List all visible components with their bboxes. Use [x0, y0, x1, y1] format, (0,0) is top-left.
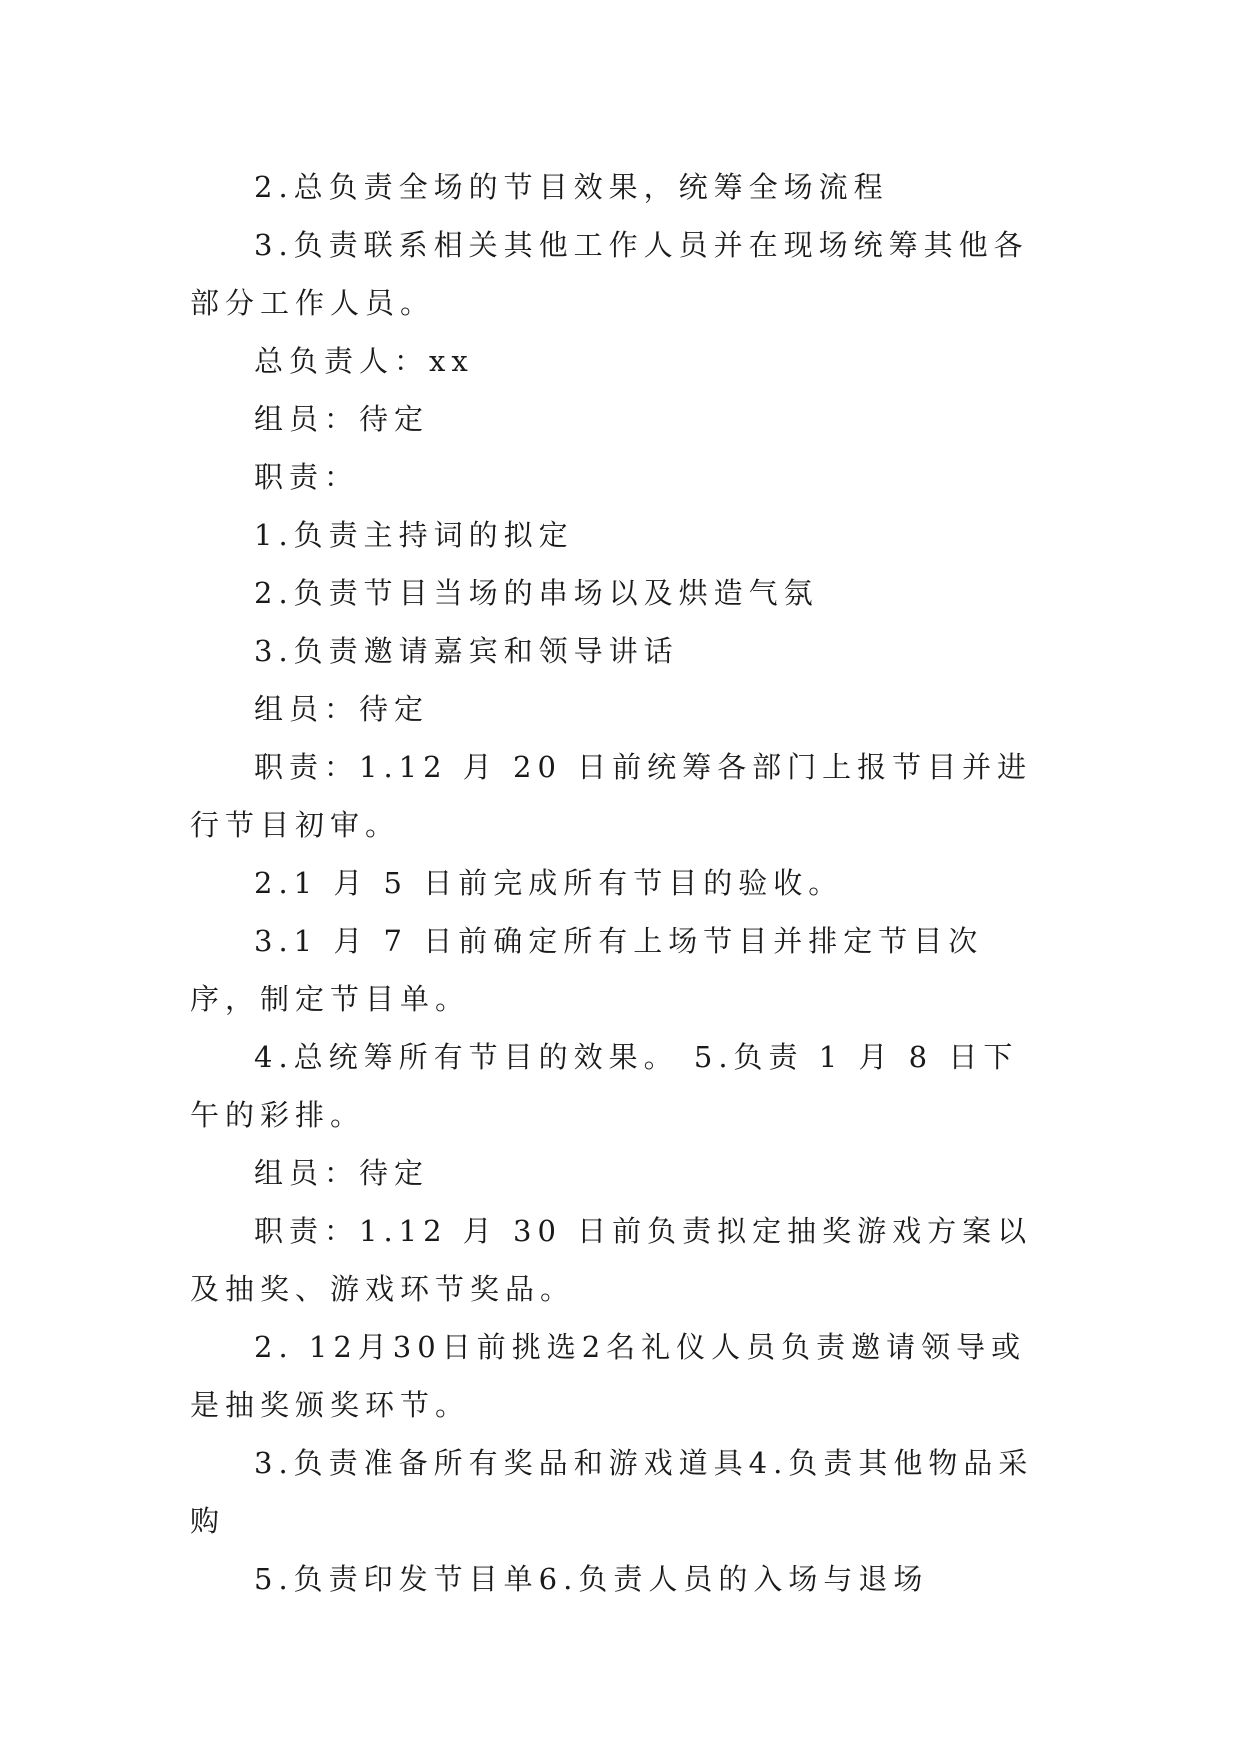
paragraph: 3.负责准备所有奖品和游戏道具4.负责其他物品采购	[190, 1446, 1034, 1538]
paragraph: 3.负责邀请嘉宾和领导讲话	[254, 634, 679, 668]
paragraph: 3.负责联系相关其他工作人员并在现场统筹其他各部分工作人员。	[190, 228, 1029, 320]
paragraph: 5.负责印发节目单6.负责人员的入场与退场	[254, 1562, 929, 1596]
paragraph: 组员：待定	[254, 402, 430, 436]
paragraph: 组员：待定	[254, 1156, 430, 1190]
paragraph: 4.总统筹所有节目的效果。 5.负责 1 月 8 日下午的彩排。	[190, 1040, 1019, 1132]
paragraph: 职责：1.12 月 30 日前负责拟定抽奖游戏方案以及抽奖、游戏环节奖品。	[190, 1214, 1033, 1306]
paragraph: 2. 12月30日前挑选2名礼仪人员负责邀请领导或是抽奖颁奖环节。	[190, 1330, 1027, 1422]
paragraph: 总负责人：xx	[254, 344, 474, 378]
paragraph: 2.负责节目当场的串场以及烘造气氛	[254, 576, 819, 610]
document-body	[190, 158, 1050, 1608]
paragraph: 3.1 月 7 日前确定所有上场节目并排定节目次序，制定节目单。	[190, 924, 984, 1016]
paragraph: 1.负责主持词的拟定	[254, 518, 574, 552]
paragraph: 职责：1.12 月 20 日前统筹各部门上报节目并进行节目初审。	[190, 750, 1033, 842]
paragraph: 2.总负责全场的节目效果，统筹全场流程	[254, 170, 889, 204]
paragraph: 2.1 月 5 日前完成所有节目的验收。	[254, 866, 844, 900]
paragraph: 职责：	[254, 460, 360, 494]
paragraph: 组员：待定	[254, 692, 430, 726]
